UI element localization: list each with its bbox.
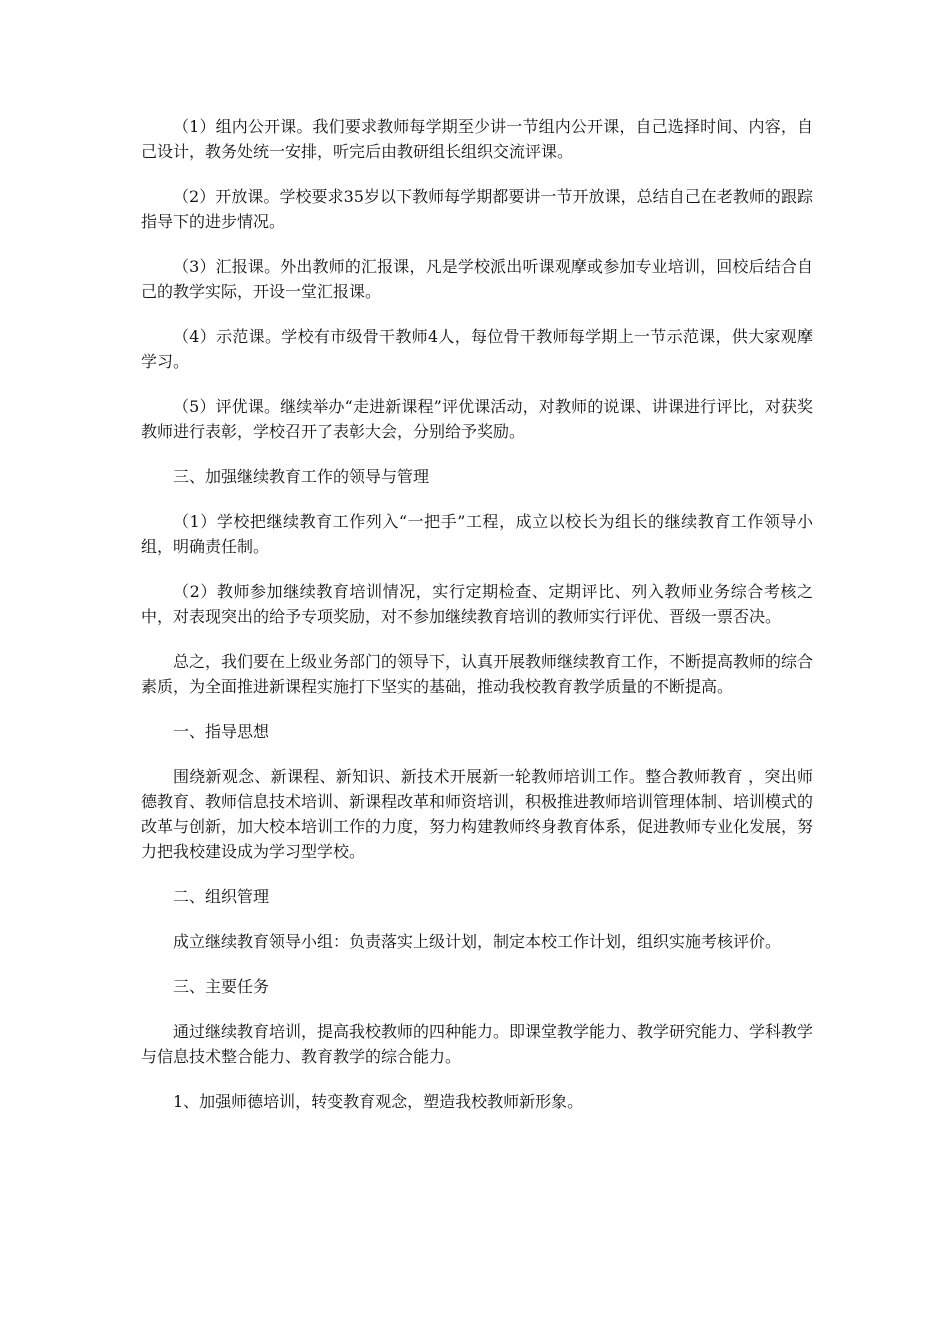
paragraph-report-class: （3）汇报课。外出教师的汇报课，凡是学校派出听课观摩或参加专业培训，回校后结合自己的教学实际，开设一堂汇报课。	[141, 257, 813, 301]
paragraph-main-tasks: 通过继续教育培训，提高我校教师的四种能力。即课堂教学能力、教学研究能力、学科教学与信息技术整合能力、教育教学的综合能力。	[141, 1022, 814, 1066]
paragraph-leadership: （1）学校把继续教育工作列入“一把手”工程，成立以校长为组长的继续教育工作领导小组，明确责任制。	[141, 512, 813, 556]
section-heading-main-tasks: 三、主要任务	[173, 977, 270, 996]
paragraph-demo-class: （4）示范课。学校有市级骨干教师4人，每位骨干教师每学期上一节示范课，供大家观摩学习。	[141, 327, 813, 371]
paragraph-summary: 总之，我们要在上级业务部门的领导下，认真开展教师继续教育工作，不断提高教师的综合素质，为全面推进新课程实施打下坚实的基础，推动我校教育教学质量的不断提高。	[141, 652, 814, 696]
paragraph-open-class: （2）开放课。学校要求35岁以下教师每学期都要讲一节开放课，总结自己在老教师的跟踪指导下的进步情况。	[141, 187, 813, 231]
paragraph-organization: 成立继续教育领导小组：负责落实上级计划，制定本校工作计划，组织实施考核评价。	[173, 932, 782, 951]
paragraph-guiding-ideas: 围绕新观念、新课程、新知识、新技术开展新一轮教师培训工作。整合教师教育 ，突出师德教育、教师信息技术培训、新课程改革和师资培训，积极推进教师培训管理体制、培训模式的改革与创新，加大校本培训工作的力度，努力构建教师终身教育体系，促进教师专业化发展，努力把我校建设成为学习型学校。	[141, 767, 814, 861]
paragraph-assessment: （2）教师参加继续教育培训情况，实行定期检查、定期评比、列入教师业务综合考核之中，对表现突出的给予专项奖励，对不参加继续教育培训的教师实行评优、晋级一票否决。	[141, 582, 813, 626]
section-heading-guiding-ideas: 一、指导思想	[173, 722, 270, 741]
paragraph-award-class: （5）评优课。继续举办“走进新课程”评优课活动，对教师的说课、讲课进行评比，对获奖教师进行表彰，学校召开了表彰大会，分别给予奖励。	[141, 397, 813, 441]
paragraph-task-1: 1、加强师德培训，转变教育观念，塑造我校教师新形象。	[173, 1092, 584, 1111]
section-heading-management: 三、加强继续教育工作的领导与管理	[173, 467, 430, 486]
paragraph-open-class-group: （1）组内公开课。我们要求教师每学期至少讲一节组内公开课，自己选择时间、内容，自己设计，教务处统一安排，听完后由教研组长组织交流评课。	[141, 117, 813, 161]
document-page	[141, 114, 813, 1114]
section-heading-organization: 二、组织管理	[173, 887, 270, 906]
